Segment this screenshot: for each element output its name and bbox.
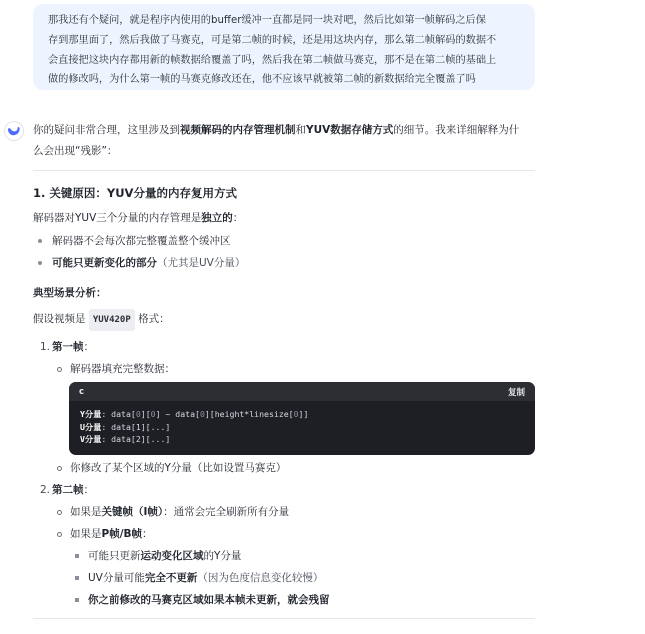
bullet-circle: [57, 532, 62, 537]
bullet-circle: [57, 367, 62, 372]
list-item-text: ：: [83, 484, 94, 496]
list-item-bold: 第一帧: [52, 341, 84, 353]
list-item-text: 如果是: [70, 506, 102, 518]
nested-list-item-level3: [33, 590, 535, 610]
whale-logo-icon: [7, 125, 21, 137]
list-item-bold: 第二帧: [52, 484, 84, 496]
list-item-text: 你修改了某个区域的Y分量（比如设置马赛克）: [70, 462, 287, 474]
copy-button[interactable]: 复制: [507, 387, 525, 398]
list-item-text: （因为色度信息变化较慢）: [197, 572, 324, 584]
bullet-dot: [38, 239, 42, 243]
list-item-text: ：通常会完全刷新所有分量: [163, 506, 290, 518]
section-heading: 1. 关键原因：YUV分量的内存复用方式: [33, 186, 237, 200]
list-item-bold: 关键帧（I帧）: [101, 506, 164, 518]
answer-intro: [33, 120, 535, 162]
intro-text: 么会出现“残影”：: [33, 145, 118, 157]
ordered-item-frame2: [33, 480, 535, 500]
code-content: [69, 401, 535, 453]
code-language-label: c: [79, 386, 85, 397]
nested-list-item: [33, 502, 535, 522]
list-item-text: 如果是: [70, 528, 102, 540]
paragraph-text: ：: [232, 212, 244, 224]
paragraph-text: 格式：: [138, 313, 170, 325]
code-block: [69, 382, 535, 455]
intro-text: 的细节。我来详细解释为什: [393, 124, 520, 136]
list-item-text: 解码器不会每次都完整覆盖整个缓冲区: [52, 235, 231, 247]
ordered-item-frame1: [33, 337, 535, 357]
list-item: [33, 253, 535, 273]
nested-list-item-level3: [33, 568, 535, 588]
list-number: 2.: [40, 484, 51, 496]
user-message-line: 存到那里面了，然后我做了马赛克，可是第二帧的时候，还是用这块内存，那么第二帧解码的数据不: [48, 34, 497, 46]
intro-bold-1: 视频解码的内存管理机制: [180, 124, 296, 136]
bullet-square: [75, 554, 79, 558]
list-number: 1.: [40, 341, 51, 353]
list-item-text: UV分量可能: [88, 572, 145, 584]
list-item-bold: 可能只更新变化的部分: [52, 257, 157, 269]
user-message-bubble: [33, 4, 535, 90]
bullet-circle: [57, 510, 62, 515]
list-item: [33, 231, 535, 251]
list-item-text: ：: [83, 341, 94, 353]
code-line: U分量: data[1][...]: [80, 421, 171, 432]
list-item-bold: 完全不更新: [144, 572, 198, 584]
nested-list-item: [33, 359, 535, 379]
list-item-text: 的Y分量: [203, 550, 242, 562]
user-message-line: 会直接把这块内存都用新的帧数据给覆盖了吗，然后我在第二帧做马赛克，那不是在第二帧的基础上: [48, 54, 497, 66]
code-block-header: [69, 382, 535, 401]
code-line: Y分量: data[0][0] ~ data[0][height*linesize[0]]: [80, 409, 309, 419]
divider: [33, 170, 535, 171]
nested-list-item-level3: [33, 546, 535, 566]
user-message-line: 那我还有个疑问，就是程序内使用的buffer缓冲一直都是同一块对吧，然后比如第一帧解码之后保: [48, 15, 486, 26]
list-item-text: ：: [142, 528, 153, 540]
bullet-circle: [57, 466, 62, 471]
paragraph-text: 假设视频是: [33, 313, 86, 325]
intro-text: 你的疑问非常合理，这里涉及到: [33, 124, 180, 136]
bullet-dot: [38, 261, 42, 265]
divider: [33, 618, 535, 619]
list-item-text: （尤其是UV分量）: [157, 257, 246, 269]
intro-bold-2: YUV数据存储方式: [306, 124, 394, 136]
list-item-text: 可能只更新: [88, 550, 141, 562]
intro-text: 和: [295, 124, 306, 136]
list-item-text: 解码器填充完整数据：: [70, 363, 175, 375]
bullet-square: [75, 576, 79, 580]
assistant-avatar: [4, 121, 24, 141]
user-message-line: 做的修改吗，为什么第一帧的马赛克修改还在，他不应该早就被第二帧的新数据给完全覆盖了吗: [48, 74, 476, 86]
paragraph-text: 解码器对YUV三个分量的内存管理是: [33, 212, 202, 224]
list-item-bold: 你之前修改的马赛克区域如果本帧未更新，就会残留: [88, 594, 330, 606]
nested-list-item: [33, 524, 535, 544]
code-line: V分量: data[2][...]: [80, 434, 171, 444]
list-item-bold: P帧/B帧: [101, 528, 143, 540]
assistant-answer: [33, 120, 535, 619]
list-item-bold: 运动变化区域: [140, 550, 204, 562]
bullet-square: [75, 598, 79, 602]
paragraph-bold: 独立的: [201, 212, 233, 224]
nested-list-item: [33, 458, 535, 478]
paragraph: [33, 208, 535, 228]
subheading: 典型场景分析：: [33, 287, 107, 299]
inline-code: YUV420P: [89, 309, 135, 331]
paragraph: [33, 309, 535, 331]
code-block-wrap: [33, 379, 535, 458]
